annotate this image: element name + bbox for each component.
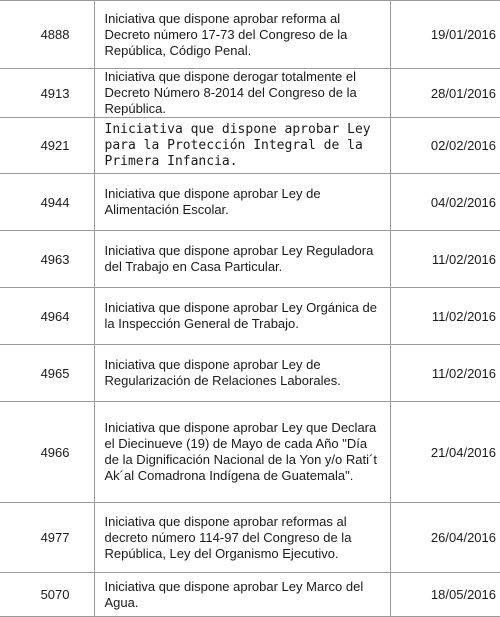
table-row <box>0 174 500 231</box>
table-row <box>0 573 500 617</box>
initiative-date: 11/02/2016 <box>390 231 500 288</box>
initiative-date: 04/02/2016 <box>390 174 500 231</box>
initiative-date: 11/02/2016 <box>390 288 500 345</box>
table-row <box>0 118 500 174</box>
table-row <box>0 231 500 288</box>
initiative-description: Iniciativa que dispone aprobar Ley para la Protección Integral de la Primera Infancia. <box>94 118 390 174</box>
initiative-description: Iniciativa que dispone derogar totalmente el Decreto Número 8-2014 del Congreso de la República. <box>94 69 390 118</box>
initiative-description: Iniciativa que dispone aprobar Ley Orgánica de la Inspección General de Trabajo. <box>94 288 390 345</box>
initiative-number: 4966 <box>0 402 94 503</box>
initiative-description: Iniciativa que dispone aprobar Ley Reguladora del Trabajo en Casa Particular. <box>94 231 390 288</box>
initiative-number: 4965 <box>0 345 94 402</box>
initiative-number: 4913 <box>0 69 94 118</box>
initiative-date: 11/02/2016 <box>390 345 500 402</box>
initiative-date: 26/04/2016 <box>390 503 500 573</box>
initiative-description: Iniciativa que dispone aprobar Ley Marco del Agua. <box>94 573 390 617</box>
initiative-date: 19/01/2016 <box>390 1 500 69</box>
initiative-number: 4963 <box>0 231 94 288</box>
initiative-date: 02/02/2016 <box>390 118 500 174</box>
table-row <box>0 345 500 402</box>
table-row <box>0 69 500 118</box>
initiative-number: 5070 <box>0 573 94 617</box>
initiative-number: 4888 <box>0 1 94 69</box>
initiative-number: 4977 <box>0 503 94 573</box>
initiative-date: 21/04/2016 <box>390 402 500 503</box>
initiative-number: 4944 <box>0 174 94 231</box>
initiative-number: 4921 <box>0 118 94 174</box>
initiative-date: 18/05/2016 <box>390 573 500 617</box>
initiative-number: 4964 <box>0 288 94 345</box>
table-row <box>0 1 500 69</box>
initiative-description: Iniciativa que dispone aprobar Ley de Regularización de Relaciones Laborales. <box>94 345 390 402</box>
table-row <box>0 503 500 573</box>
table-row <box>0 288 500 345</box>
initiative-date: 28/01/2016 <box>390 69 500 118</box>
initiative-description: Iniciativa que dispone aprobar Ley que Declara el Diecinueve (19) de Mayo de cada Año "Día de la Dignificación Nacional de la Yon y/o Rati´t Ak´al Comadrona Indígena de Guatemala". <box>94 402 390 503</box>
initiative-description: Iniciativa que dispone aprobar Ley de Alimentación Escolar. <box>94 174 390 231</box>
initiative-description: Iniciativa que dispone aprobar reformas al decreto número 114-97 del Congreso de la República, Ley del Organismo Ejecutivo. <box>94 503 390 573</box>
table-row <box>0 402 500 503</box>
initiative-description: Iniciativa que dispone aprobar reforma al Decreto número 17-73 del Congreso de la República, Código Penal. <box>94 1 390 69</box>
